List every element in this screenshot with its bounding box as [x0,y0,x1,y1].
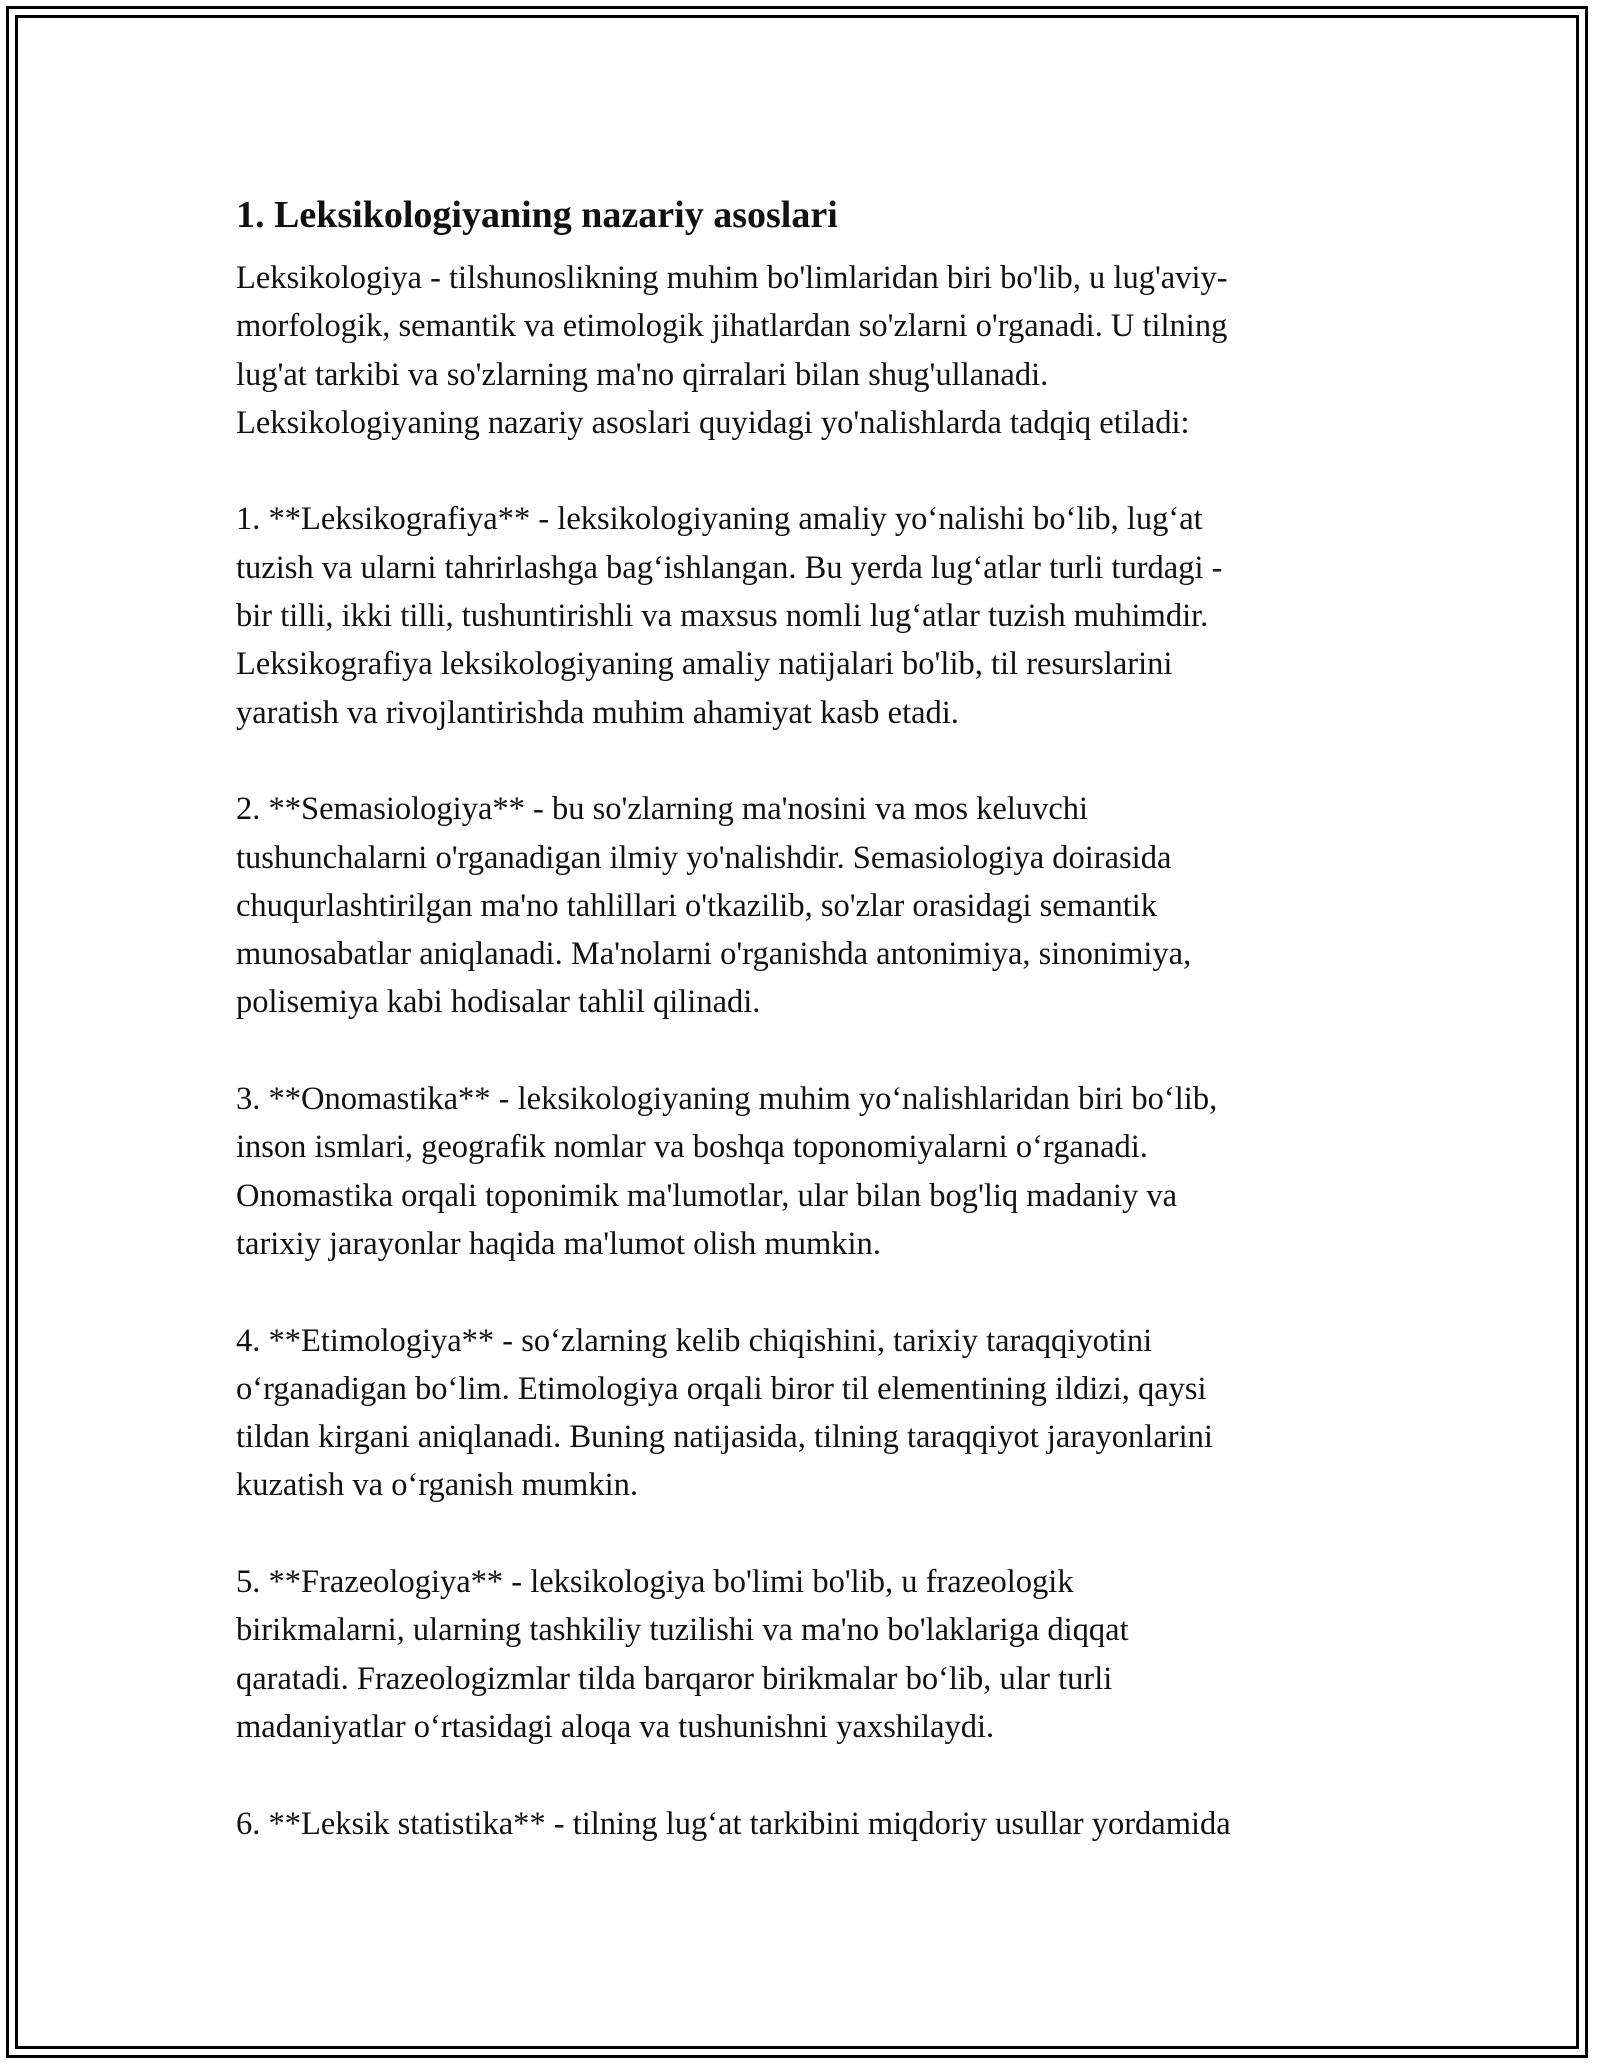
paragraph-spacer [236,447,1376,495]
etimologiya-paragraph [236,1317,1376,1510]
text-line: 6. **Leksik statistika** - tilning lug‘at tarkibini miqdoriy usullar yordamida [236,1805,1231,1842]
text-line: 2. **Semasiologiya** - bu so'zlarning ma'nosini va mos keluvchi [236,791,1089,828]
text-line: 3. **Onomastika** - leksikologiyaning muhim yo‘nalishlaridan biri bo‘lib, [236,1081,1218,1118]
text-line: madaniyatlar o‘rtasidagi aloqa va tushunishni yaxshilaydi. [236,1708,995,1745]
text-line: tuzish va ularni tahrirlashga bag‘ishlangan. Bu yerda lug‘atlar turli turdagi - [236,549,1223,586]
text-line: Leksikografiya leksikologiyaning amaliy natijalari bo'lib, til resurslarini [236,646,1173,683]
text-line: yaratish va rivojlantirishda muhim ahamiyat kasb etadi. [236,694,959,731]
text-line: Onomastika orqali toponimik ma'lumotlar, ular bilan bog'liq madaniy va [236,1177,1177,1214]
text-line: 1. **Leksikografiya** - leksikologiyaning amaliy yo‘nalishi bo‘lib, lug‘at [236,501,1203,538]
text-line: tushunchalarni o'rganadigan ilmiy yo'nalishdir. Semasiologiya doirasida [236,839,1172,876]
paragraph-spacer [236,1268,1376,1316]
frazeologiya-paragraph [236,1558,1376,1751]
paragraph-spacer [236,1751,1376,1799]
text-line: munosabatlar aniqlanadi. Ma'nolarni o'rganishda antonimiya, sinonimiya, [236,936,1192,973]
paragraph-spacer [236,737,1376,785]
text-line: inson ismlari, geografik nomlar va boshqa toponomiyalarni o‘rganadi. [236,1129,1148,1166]
text-line: kuzatish va o‘rganish mumkin. [236,1467,638,1504]
text-line: tarixiy jarayonlar haqida ma'lumot olish mumkin. [236,1225,881,1262]
text-line: bir tilli, ikki tilli, tushuntirishli va maxsus nomli lug‘atlar tuzish muhimdir. [236,598,1209,635]
leksik-statistika-paragraph [236,1800,1376,1848]
semasiologiya-paragraph [236,785,1376,1026]
text-line: tildan kirgani aniqlanadi. Buning natijasida, tilning taraqqiyot jarayonlarini [236,1419,1213,1456]
paragraph-spacer [236,1510,1376,1558]
text-line: polisemiya kabi hodisalar tahlil qilinadi. [236,984,761,1021]
leksikografiya-paragraph [236,495,1376,736]
onomastika-paragraph [236,1075,1376,1268]
text-line: Leksikologiya - tilshunoslikning muhim bo'limlaridan biri bo'lib, u lug'aviy- [236,260,1228,296]
document-body [236,186,1376,1848]
text-line: birikmalarni, ularning tashkiliy tuzilishi va ma'no bo'laklariga diqqat [236,1612,1129,1649]
text-line: o‘rganadigan bo‘lim. Etimologiya orqali biror til elementining ildizi, qaysi [236,1370,1207,1407]
text-line: Leksikologiyaning nazariy asoslari quyidagi yo'nalishlarda tadqiq etiladi: [236,404,1190,441]
section-heading: 1. Leksikologiyaning nazariy asoslari [236,194,838,236]
paragraph-spacer [236,1027,1376,1075]
text-line: morfologik, semantik va etimologik jihatlardan so'zlarni o'rganadi. U tilning [236,308,1228,345]
text-line: 5. **Frazeologiya** - leksikologiya bo'limi bo'lib, u frazeologik [236,1564,1074,1601]
text-line: qaratadi. Frazeologizmlar tilda barqaror birikmalar bo‘lib, ular turli [236,1660,1113,1697]
text-line: lug'at tarkibi va so'zlarning ma'no qirralari bilan shug'ullanadi. [236,356,1049,393]
text-line: 4. **Etimologiya** - so‘zlarning kelib chiqishini, tarixiy taraqqiyotini [236,1322,1153,1359]
text-line: chuqurlashtirilgan ma'no tahlillari o'tkazilib, so'zlar orasidagi semantik [236,887,1157,924]
intro-paragraph [236,254,1376,447]
